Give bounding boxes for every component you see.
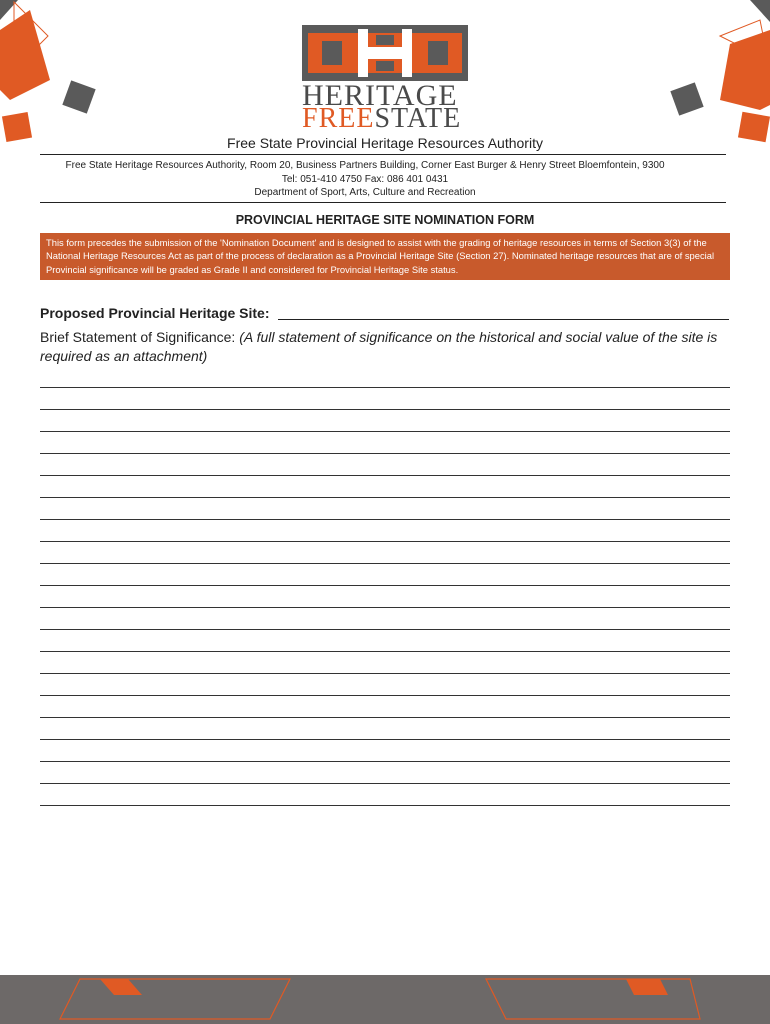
writing-line[interactable]: [40, 387, 730, 388]
logo-word-freestate: [302, 103, 461, 135]
writing-line[interactable]: [40, 805, 730, 806]
top-left-decoration: [0, 0, 120, 150]
writing-line[interactable]: [40, 739, 730, 740]
address-line-1: Free State Heritage Resources Authority, Room 20, Business Partners Building, Corner East Burger & Henry Street Bloemfontein, 9300: [65, 160, 665, 171]
header-rule-bottom: [40, 202, 726, 203]
writing-line[interactable]: [40, 695, 730, 696]
writing-line[interactable]: [40, 651, 730, 652]
writing-line[interactable]: [40, 519, 730, 520]
statement-note: (A full statement of significance on the historical and social value of the site is required as an attachment): [40, 329, 718, 364]
proposed-site-label: Proposed Provincial Heritage Site:: [40, 305, 270, 321]
writing-line[interactable]: [40, 585, 730, 586]
proposed-site-input-line[interactable]: [278, 319, 729, 320]
writing-line[interactable]: [40, 453, 730, 454]
writing-line[interactable]: [40, 563, 730, 564]
writing-line[interactable]: [40, 717, 730, 718]
logo-word-heritage: HERITAGE: [302, 79, 458, 112]
intro-banner: This form precedes the submission of the 'Nomination Document' and is designed to assist with the grading of heritage resources in terms of Section 3(3) of the National Heritage Resources Act as part of the process of declaration as a Provincial Heritage Site (Section 27). Nominated heritage resources that are of special Provincial significance will be graded as Grade II and considered for Provincial Heritage Site status.: [40, 233, 730, 280]
writing-line[interactable]: [40, 761, 730, 762]
writing-line[interactable]: [40, 431, 730, 432]
footer-decoration: [0, 975, 770, 1024]
logo-word-free: FREE: [302, 103, 375, 134]
writing-line[interactable]: [40, 673, 730, 674]
statement-label: Brief Statement of Significance:: [40, 329, 236, 345]
logo-word-state: STATE: [374, 103, 462, 134]
writing-line[interactable]: [40, 607, 730, 608]
statement-label-block: [40, 328, 730, 366]
writing-line[interactable]: [40, 497, 730, 498]
heritage-logo-mark: [302, 25, 468, 81]
authority-title: Free State Provincial Heritage Resources Authority: [227, 135, 543, 151]
writing-line[interactable]: [40, 475, 730, 476]
writing-line[interactable]: [40, 541, 730, 542]
header-rule-top: [40, 154, 726, 155]
form-title: PROVINCIAL HERITAGE SITE NOMINATION FORM: [235, 213, 535, 227]
writing-line[interactable]: [40, 783, 730, 784]
address-line-2: Tel: 051-410 4750 Fax: 086 401 0431: [281, 173, 449, 185]
address-block: [0, 159, 730, 200]
writing-line[interactable]: [40, 409, 730, 410]
address-line-3: Department of Sport, Arts, Culture and Recreation: [254, 187, 476, 198]
writing-line[interactable]: [40, 629, 730, 630]
top-right-decoration: [650, 0, 770, 150]
